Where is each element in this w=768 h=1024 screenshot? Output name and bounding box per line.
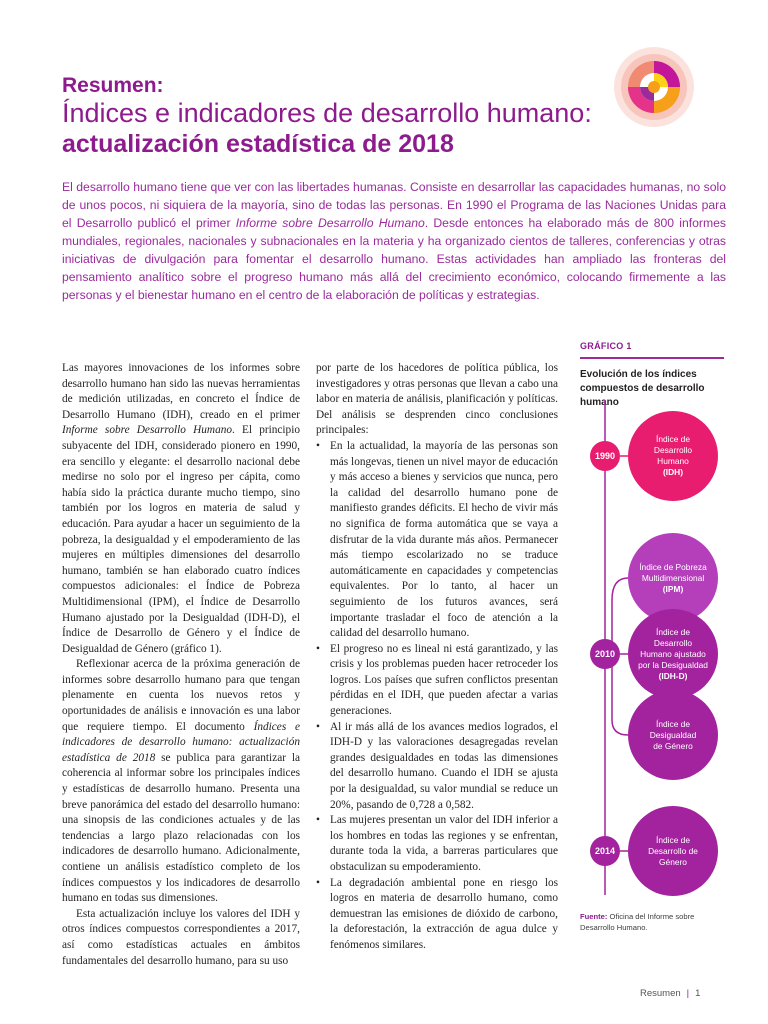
intro-paragraph — [62, 178, 726, 304]
footer-separator: | — [686, 988, 690, 999]
col1-p2-text-a: Reflexionar acerca de la próxima generación de informes sobre desarrollo humano para que tengan plenamente en cuenta los nuevos retos y oportunidades de análisis e innovación es una labor que requiere tiempo. El documento — [62, 658, 300, 733]
page-number: 1 — [695, 988, 701, 999]
header-title-line1: Índices e indicadores de desarrollo humano: — [62, 98, 592, 128]
node-idg-2014 — [628, 806, 718, 896]
list-item: • El progreso no es lineal ni está garantizado, y las crisis y los problemas pueden hacer retroceder los logros. Los países que sufren conflictos presentan pérdidas en el IDH, que pueden afectar a varias generaciones. — [316, 642, 558, 720]
node-ipm-text: Índice de Pobreza Multidimensional — [639, 561, 707, 583]
col2-lead: por parte de los hacedores de política pública, los investigadores y otras personas que llevan a cabo una labor en materia de análisis, planificación y políticas. Del análisis se desprenden cinco conclusiones principales: — [316, 362, 558, 437]
col1-paragraph-2 — [62, 657, 300, 907]
page-footer — [640, 988, 700, 999]
node-idh-text: Índice de Desarrollo Humano — [653, 434, 693, 466]
list-item: • En la actualidad, la mayoría de las personas son más longevas, tienen un nivel mayor de educación y más acceso a bienes y servicios que nunca, pero la calidad del desarrollo humano pone de manifiesto grandes déficits. El hecho de vivir más no significa de forma automática que se vaya a disfrutar de la vida durante más años. Permanecer más tiempo escolarizado no se traduce automáticamente en capacidades y competencias equivalentes. Por lo tanto, al hacer un seguimiento de los futuros avances, será importante trasladar el foco de atención a la calidad del desarrollo humano. — [316, 439, 558, 642]
node-idh-d-text: Índice de Desarrollo Humano ajustado por la Desigualdad — [638, 626, 708, 670]
col1-paragraph-1 — [62, 361, 300, 657]
body-column-2 — [316, 361, 558, 954]
year-badge-1990: 1990 — [590, 441, 620, 471]
node-idg-2014-text: Índice de Desarrollo de Género — [648, 834, 698, 867]
chart-source — [580, 911, 724, 933]
body-column-1 — [62, 361, 300, 969]
intro-text-a: El desarrollo humano tiene que ver con las libertades humanas. Consiste en desarrollar las capacidades humanas, no solo de unos pocos, ni siquiera de la mayoría, sino de todas las personas. En 1990 el Programa de las Naciones Unidas para el Desarrollo publicó el primer — [62, 180, 726, 230]
source-label: Fuente: — [580, 912, 608, 921]
list-item: • Las mujeres presentan un valor del IDH inferior a los hombres en todas las regiones y se enfrentan, durante toda la vida, a barreras particulares que obstaculizan su empoderamiento. — [316, 813, 558, 875]
col1-p1-text-a: Las mayores innovaciones de los informes sobre desarrollo humano han sido las nuevas herramientas de medición utilizadas, en concreto el Índice de Desarrollo Humano (IDH), creado en el primer — [62, 362, 300, 421]
chart-divider — [580, 357, 724, 359]
footer-section: Resumen — [640, 988, 681, 999]
header-kicker: Resumen: — [62, 74, 164, 97]
chart-label: GRÁFICO 1 — [580, 341, 632, 351]
col1-p2-text-b: se publica para garantizar la coherencia al informar sobre los principales índices y estadísticas de desarrollo humano. Presenta una breve panorámica del estado del desarrollo humano: una sinopsis de las condiciones actuales y de las tendencias a largo plazo relacionadas con los indicadores de desarrollo humano. Adicionalmente, contiene un análisis estadístico completo de los índices compuestos y los indicadores de desarrollo humano en todas sus dimensiones. — [62, 751, 300, 905]
node-idh-d-abbr: (IDH-D) — [658, 670, 688, 681]
source-text: Oficina del Informe sobre Desarrollo Humano. — [580, 912, 695, 932]
chart-title: Evolución de los índices compuestos de desarrollo humano — [580, 369, 705, 408]
col1-p2-italic: Índices e indicadores de desarrollo humano: actualización estadística de 2018 — [62, 720, 300, 764]
list-item: • Al ir más allá de los avances medios logrados, el IDH-D y las valoraciones desagregadas revelan grandes desigualdades en todas las dimensiones del desarrollo humano. Cuando el IDH se ajusta por la desigualdad, su valor mundial se reduce un 20%, pasando de 0,728 a 0,582. — [316, 720, 558, 814]
node-idg-text: Índice de Desigualdad de Género — [649, 718, 697, 751]
node-idh-abbr: (IDH) — [662, 467, 683, 477]
intro-text-b: . Desde entonces ha elaborado más de 800 informes mundiales, regionales, nacionales y subnacionales en la materia y ha organizado cientos de talleres, conferencias y otras iniciativas de divulgación para fomentar el desarrollo humano. Estas actividades han ampliado las fronteras del pensamiento analítico sobre el progreso humano más allá del crecimiento económico, colocando firmemente a las personas y el bienestar humano en el centro de la elaboración de políticas y estrategias. — [62, 216, 726, 302]
page-header — [62, 74, 602, 160]
col1-p1-text-b: . El principio subyacente del IDH, considerado pionero en 1990, era sencillo y elegante: el desarrollo nacional debe medirse no solo por el ingreso per cápita, como había sido la práctica durante mucho tiempo, sino también por los logros en materia de salud y educación. Para ayudar a hacer un seguimiento de la pobreza, la desigualdad y el empoderamiento de las mujeres en múltiples dimensiones del desarrollo humano, también se han elaborado cuatro índices compuestos adicionales: el Índice de Pobreza Multidimensional (IPM), el Índice de Desarrollo Humano ajustado por la Desigualdad (IDH-D), el Índice de Desarrollo de Género y el Índice de Desigualdad de Género (gráfico 1). — [62, 424, 300, 655]
conclusions-list — [316, 439, 558, 954]
year-badge-2010: 2010 — [590, 639, 620, 669]
intro-italic: Informe sobre Desarrollo Humano — [235, 216, 425, 230]
node-idh-d — [628, 609, 718, 699]
node-ipm-abbr: (IPM) — [662, 583, 684, 594]
year-badge-2014: 2014 — [590, 836, 620, 866]
list-item: • La degradación ambiental pone en riesgo los logros en materia de desarrollo humano, como demuestran las emisiones de dióxido de carbono, la deforestación, la extracción de agua dulce y fenómenos similares. — [316, 876, 558, 954]
header-title-line2: actualización estadística de 2018 — [62, 130, 454, 158]
hdr-logo-icon — [613, 46, 695, 128]
col1-p1-italic: Informe sobre Desarrollo Humano — [62, 424, 233, 437]
col1-paragraph-3: Esta actualización incluye los valores del IDH y otros índices compuestos correspondientes a 2017, así como estadísticas actuales en ámbitos fundamentales del desarrollo humano, para su uso — [62, 907, 300, 967]
node-idg — [628, 690, 718, 780]
node-idh — [628, 411, 718, 501]
